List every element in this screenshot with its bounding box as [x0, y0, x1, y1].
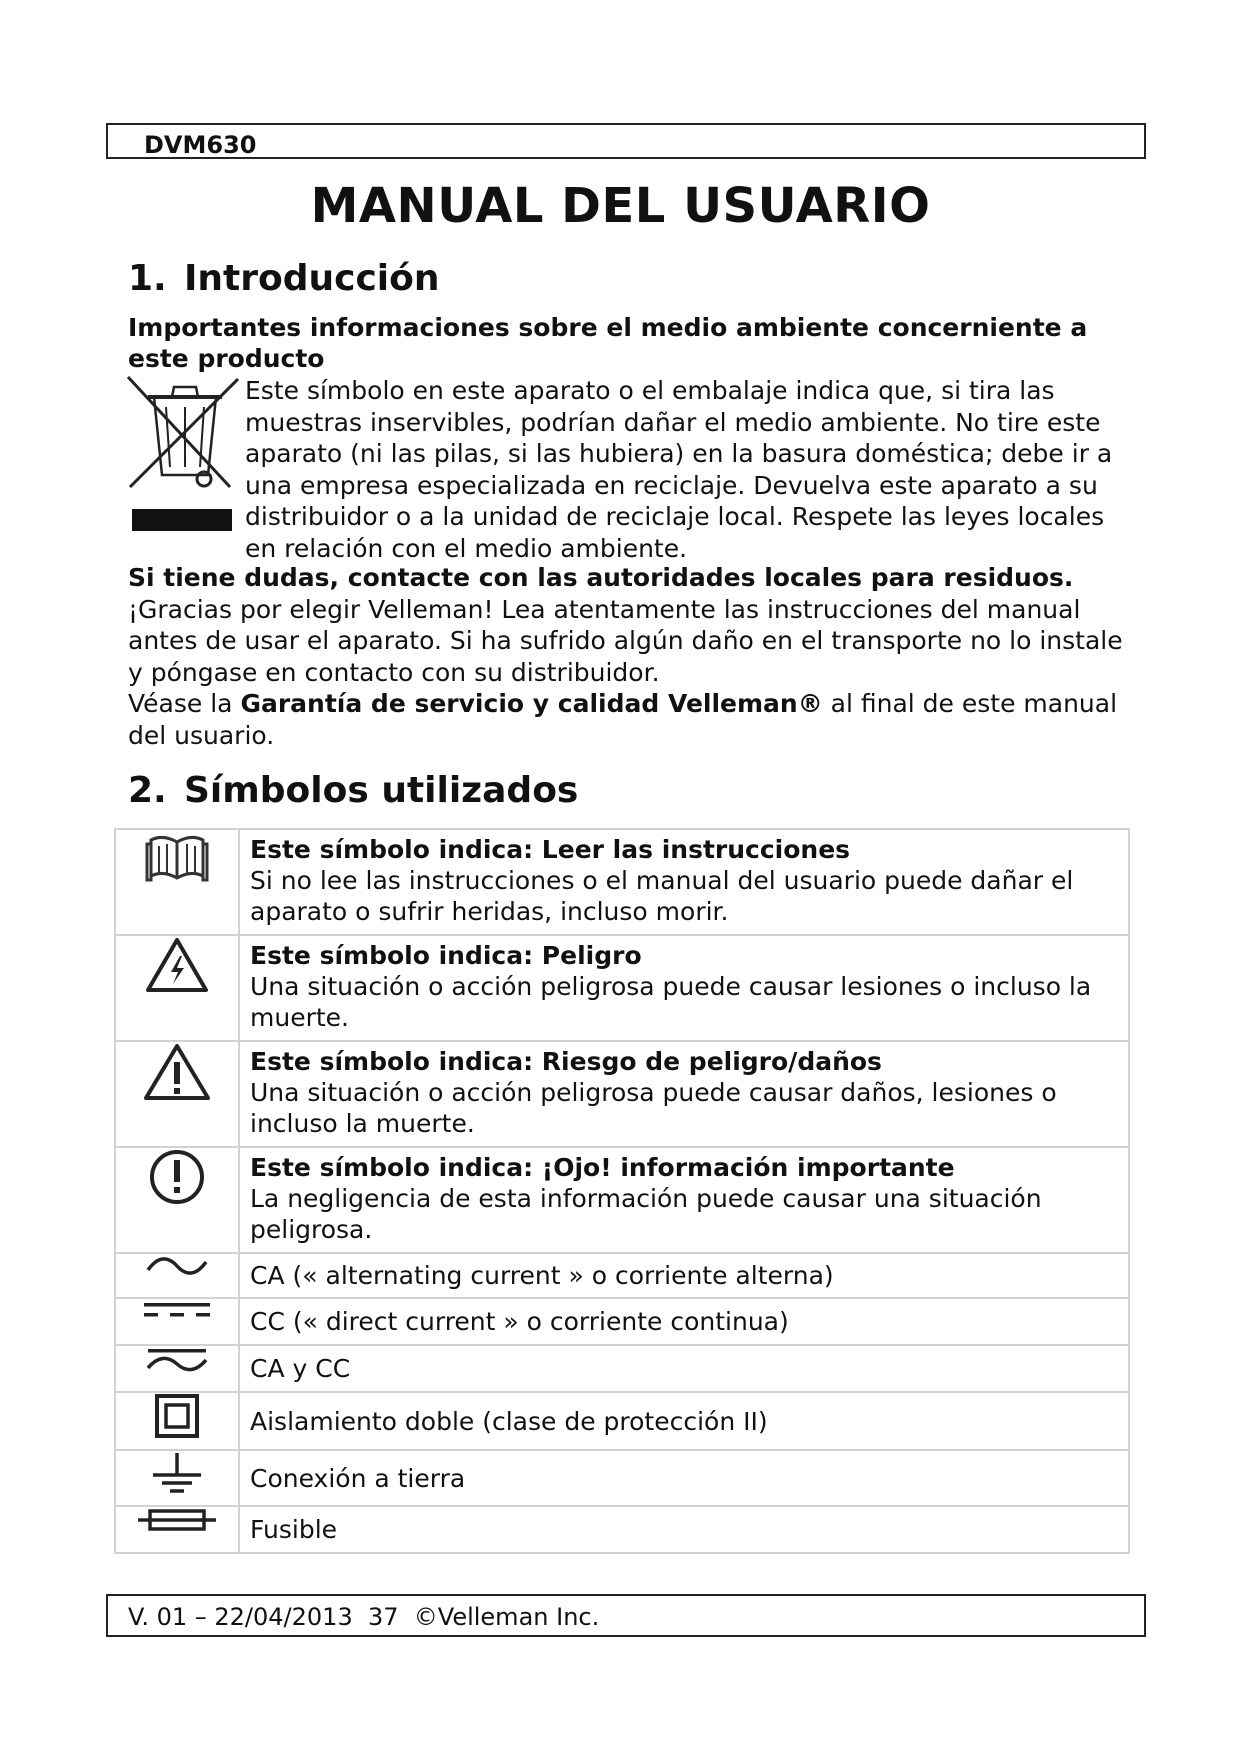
symbol-description: Conexión a tierra: [239, 1450, 1129, 1506]
symbol-description: CA y CC: [239, 1345, 1129, 1392]
symbol-title: Este símbolo indica: Peligro: [250, 941, 642, 970]
table-row: [115, 1253, 1129, 1298]
table-row: [115, 829, 1129, 935]
footer-box: [106, 1594, 1146, 1637]
thanks-paragraph: ¡Gracias por elegir Velleman! Lea atentamente las instrucciones del manual antes de usar el aparato. Si ha sufrido algún daño en el transporte no lo instale y póngase en contacto con su distribuidor.: [128, 594, 1123, 687]
table-row: [115, 1298, 1129, 1345]
symbol-description: Una situación o acción peligrosa puede causar daños, lesiones o incluso la muerte.: [250, 1078, 1057, 1138]
exclamation-triangle-icon: [142, 1042, 212, 1102]
symbol-description: Fusible: [239, 1506, 1129, 1553]
dc-icon: [142, 1299, 212, 1321]
symbol-description: Una situación o acción peligrosa puede causar lesiones o incluso la muerte.: [250, 972, 1092, 1032]
section-1-heading: [128, 258, 440, 299]
warranty-suffix: al final de este manual del usuario.: [128, 689, 1118, 750]
fuse-icon: [138, 1507, 216, 1533]
symbol-title: Este símbolo indica: ¡Ojo! información importante: [250, 1153, 955, 1182]
header-box: [106, 123, 1146, 159]
warranty-prefix: Véase la: [128, 689, 241, 718]
environment-paragraph: Este símbolo en este aparato o el embalaje indica que, si tira las muestras inservibles, podrían dañar el medio ambiente. No tire este aparato (ni las pilas, si las hubiera) en la basura doméstica; debe ir a una empresa especializada en reciclaje. Devuelva este aparato a su distribuidor o a la unidad de reciclaje local. Respete las leyes locales en relación con el medio ambiente.: [245, 376, 1113, 563]
section-2-number: 2.: [128, 770, 167, 811]
table-row: [115, 1450, 1129, 1506]
symbol-description: CC (« direct current » o corriente continua): [239, 1298, 1129, 1345]
page-title: MANUAL DEL USUARIO: [310, 178, 931, 234]
table-row: [115, 1345, 1129, 1392]
double-insulation-icon: [154, 1393, 200, 1439]
contact-line: Si tiene dudas, contacte con las autoridades locales para residuos.: [128, 563, 1074, 592]
symbol-description: CA (« alternating current » o corriente alterna): [239, 1253, 1129, 1298]
symbol-title: Este símbolo indica: Riesgo de peligro/daños: [250, 1047, 882, 1076]
model-label: DVM630: [144, 131, 257, 159]
book-icon: [145, 830, 209, 886]
high-voltage-warning-icon: [144, 936, 210, 994]
weee-bin-icon: [126, 375, 244, 543]
table-row: [115, 935, 1129, 1041]
symbols-table: [114, 828, 1130, 1554]
table-row: [115, 1147, 1129, 1253]
table-row: [115, 1392, 1129, 1450]
ground-icon: [149, 1451, 205, 1495]
footer-text: V. 01 – 22/04/2013 37 ©Velleman Inc.: [128, 1603, 600, 1631]
environment-heading: Importantes informaciones sobre el medio ambiente concerniente a este producto: [128, 313, 1088, 373]
symbol-description: Aislamiento doble (clase de protección II): [239, 1392, 1129, 1450]
section-1-number: 1.: [128, 258, 167, 299]
warranty-link-text: Garantía de servicio y calidad Velleman®: [240, 689, 823, 718]
table-row: [115, 1041, 1129, 1147]
ac-icon: [144, 1254, 210, 1278]
table-row: [115, 1506, 1129, 1553]
ac-dc-icon: [144, 1346, 210, 1376]
section-2-heading: [128, 770, 578, 811]
intro-body: [128, 562, 1128, 751]
section-1-title: Introducción: [184, 258, 440, 299]
symbol-description: Si no lee las instrucciones o el manual del usuario puede dañar el aparato o sufrir heridas, incluso morir.: [250, 866, 1074, 926]
section-2-title: Símbolos utilizados: [184, 770, 579, 811]
exclamation-circle-icon: [148, 1148, 206, 1206]
warranty-paragraph: [128, 688, 1128, 751]
environment-text: [245, 375, 1125, 564]
symbol-title: Este símbolo indica: Leer las instrucciones: [250, 835, 851, 864]
symbol-description: La negligencia de esta información puede causar una situación peligrosa.: [250, 1184, 1042, 1244]
